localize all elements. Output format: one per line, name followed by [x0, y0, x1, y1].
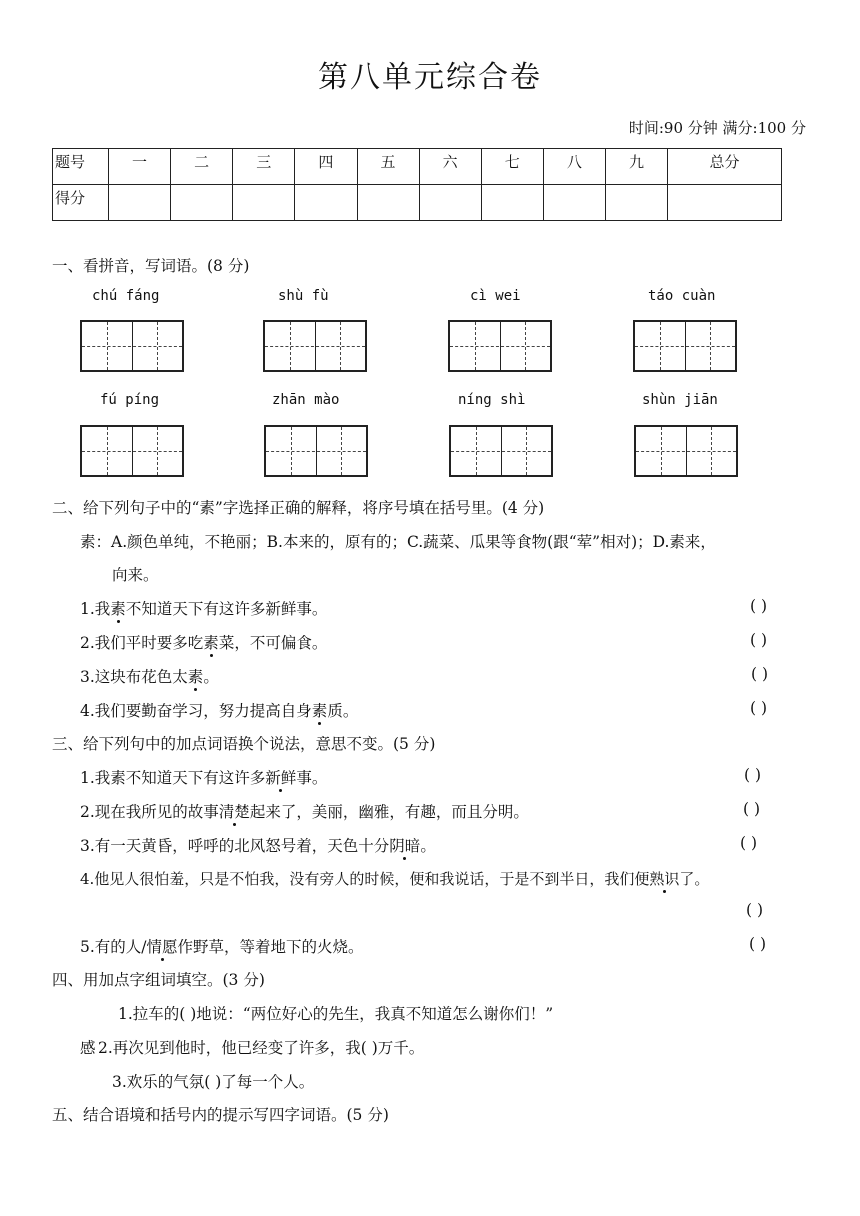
- fill-item: 3.欢乐的气氛( )了每一个人。: [112, 1073, 315, 1091]
- pinyin-label: táo cuàn: [648, 288, 716, 304]
- answer-paren[interactable]: ( ): [743, 800, 761, 818]
- pinyin-label: zhān mào: [272, 392, 340, 408]
- fill-item: 2.再次见到他时，他已经变了许多，我( )万千。: [98, 1039, 425, 1057]
- answer-paren[interactable]: ( ): [751, 665, 769, 683]
- writing-grid[interactable]: [633, 320, 737, 372]
- score-col-1: 一: [109, 149, 171, 185]
- pinyin-label: shù fù: [278, 288, 329, 304]
- score-table-row-label: 得分: [53, 185, 109, 221]
- score-cell[interactable]: [668, 185, 782, 221]
- question-item: 4.他见人很怕羞，只是不怕我，没有旁人的时候，便和我说话，于是不到半日，我们便熟识了。: [80, 870, 710, 888]
- writing-grid[interactable]: [449, 425, 553, 477]
- question-item: 1.我素不知道天下有这许多新鲜事。: [80, 597, 327, 619]
- question-item: 1.我素不知道天下有这许多新鲜事。: [80, 766, 327, 788]
- question-item: 2.现在我所见的故事清楚起来了，美丽，幽雅，有趣，而且分明。: [80, 800, 529, 822]
- section4-heading: 四、用加点字组词填空。(3 分): [52, 971, 265, 989]
- section1-heading: 一、看拼音，写词语。(8 分): [52, 257, 250, 275]
- answer-paren[interactable]: ( ): [750, 699, 768, 717]
- section2-heading: 二、给下列句子中的“素”字选择正确的解释，将序号填在括号里。(4 分): [52, 499, 545, 517]
- writing-grid[interactable]: [634, 425, 738, 477]
- answer-paren[interactable]: ( ): [750, 631, 768, 649]
- score-col-5: 五: [357, 149, 419, 185]
- definition-line: 素：A.颜色单纯，不艳丽；B.本来的，原有的；C.蔬菜、瓜果等食物(跟“荤”相对)；D.素来，: [80, 533, 716, 551]
- pinyin-label: níng shì: [458, 392, 526, 408]
- score-col-3: 三: [233, 149, 295, 185]
- score-col-2: 二: [171, 149, 233, 185]
- answer-paren[interactable]: ( ): [740, 834, 758, 852]
- score-cell[interactable]: [419, 185, 481, 221]
- score-cell[interactable]: [606, 185, 668, 221]
- score-table-header-row: [53, 149, 782, 185]
- writing-grid[interactable]: [264, 425, 368, 477]
- score-col-9: 九: [606, 149, 668, 185]
- score-cell[interactable]: [233, 185, 295, 221]
- pinyin-label: chú fáng: [92, 288, 160, 304]
- score-col-7: 七: [481, 149, 543, 185]
- question-item: 3.这块布花色太素。: [80, 665, 219, 687]
- score-col-total: 总分: [668, 149, 782, 185]
- answer-paren[interactable]: ( ): [749, 935, 767, 953]
- score-cell[interactable]: [171, 185, 233, 221]
- section5-heading: 五、结合语境和括号内的提示写四字词语。(5 分): [52, 1106, 389, 1124]
- definition-line: 向来。: [112, 566, 159, 584]
- pinyin-label: fú píng: [100, 392, 160, 408]
- pinyin-label: shùn jiān: [642, 392, 718, 408]
- writing-grid[interactable]: [263, 320, 367, 372]
- fill-prefix-char: 感: [80, 1039, 96, 1057]
- answer-paren[interactable]: ( ): [750, 597, 768, 615]
- exam-meta: 时间:90 分钟 满分:100 分: [628, 119, 806, 137]
- question-item: 5.有的人/情愿作野草，等着地下的火烧。: [80, 935, 364, 957]
- answer-paren[interactable]: ( ): [744, 766, 762, 784]
- score-cell[interactable]: [357, 185, 419, 221]
- answer-paren[interactable]: ( ): [746, 901, 764, 919]
- score-cell[interactable]: [481, 185, 543, 221]
- score-cell[interactable]: [543, 185, 605, 221]
- score-cell[interactable]: [295, 185, 357, 221]
- question-item: 2.我们平时要多吃素菜，不可偏食。: [80, 631, 327, 653]
- score-col-4: 四: [295, 149, 357, 185]
- pinyin-label: cì wei: [470, 288, 521, 304]
- score-col-8: 八: [543, 149, 605, 185]
- question-item: 3.有一天黄昏，呼呼的北风怒号着，天色十分阴暗。: [80, 834, 436, 856]
- writing-grid[interactable]: [80, 320, 184, 372]
- writing-grid[interactable]: [448, 320, 552, 372]
- question-item: 4.我们要勤奋学习，努力提高自身素质。: [80, 699, 358, 721]
- score-table-row-label: 题号: [53, 149, 109, 185]
- score-table: [52, 148, 782, 221]
- score-col-6: 六: [419, 149, 481, 185]
- fill-item: 1.拉车的( )地说：“两位好心的先生，我真不知道怎么谢你们！”: [118, 1005, 554, 1023]
- page-title: 第八单元综合卷: [318, 60, 542, 95]
- section3-heading: 三、给下列句中的加点词语换个说法，意思不变。(5 分): [52, 735, 436, 753]
- score-table-score-row: [53, 185, 782, 221]
- writing-grid[interactable]: [80, 425, 184, 477]
- score-cell[interactable]: [109, 185, 171, 221]
